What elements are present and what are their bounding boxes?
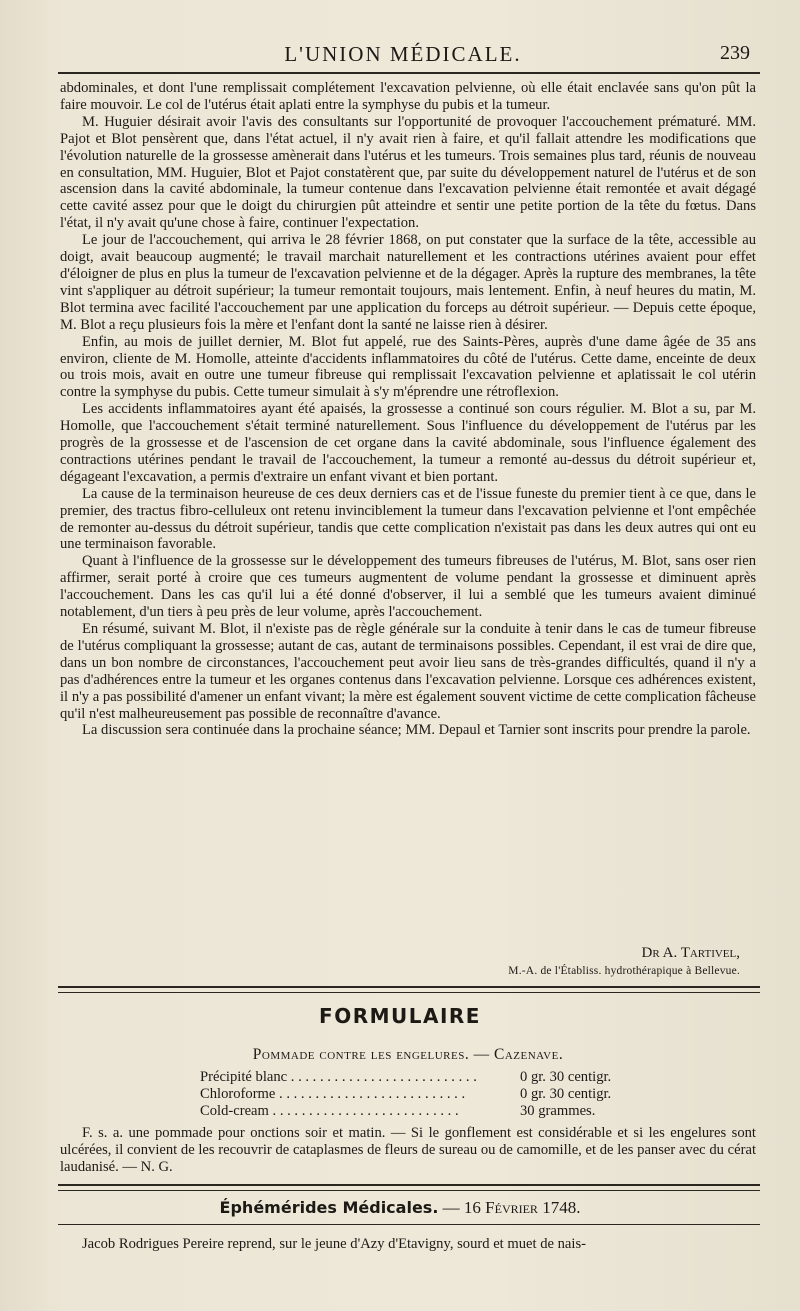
paragraph: En résumé, suivant M. Blot, il n'existe pas de règle générale sur la conduite à tenir dans le cas de tumeur fibreuse de l'utérus compliquant la grossesse; autant de cas, autant de terminaisons possibles. Cependant, il est vrai de dire que, dans un bon nombre de circonstances, l'accouchement peut avoir lieu sans de très-grandes difficultés, quand il n'y a pas d'adhérences entre la tumeur et les organes contenus dans l'excavation pelvienne. Lorsque ces adhérences existent, il n'y a pas possibilité d'amener un enfant vivant; la mère est également souvent victime de cette complication fâcheuse qu'il n'est malheureusement pas possible de reconnaître d'avance. (60, 621, 756, 722)
ingredient-name: Chloroforme . . . (200, 1086, 490, 1103)
paragraph: Le jour de l'accouchement, qui arriva le 28 février 1868, on put constater que la surface de la tête, accessible au doigt, avait beaucoup augmenté; le travail marchait naturellement et les contractions utérines avaient pour effet d'éloigner de plus en plus la tumeur de l'excavation pelvienne et de la dégager. Après la rupture des membranes, la tête vint s'appliquer au détroit supérieur; la tumeur remontait toujours, mais lentement. Enfin, à neuf heures du matin, M. Blot termina avec facilité l'accouchement par une application du forceps au détroit supérieur. — Depuis cette époque, M. Blot a reçu plusieurs fois la mère et l'enfant dont la santé ne laisse rien à désirer. (60, 232, 756, 333)
author-affiliation: M.-A. de l'Établiss. hydrothérapique à Bellevue. (508, 965, 740, 977)
journal-title: L'UNION MÉDICALE. (284, 42, 522, 66)
ingredient-row (200, 1069, 680, 1086)
paragraph: Quant à l'influence de la grossesse sur le développement des tumeurs fibreuses de l'utérus, M. Blot, sans oser rien affirmer, serait porté à croire que ces tumeurs augmentent de volume pendant la grossesse et diminuent après l'accouchement. Dans les cas qu'il lui a été donné d'observer, il lui a semblé que les tumeurs avaient diminué notablement, d'un tiers à peu près de leur volume, après l'accouchement. (60, 553, 756, 621)
ingredient-quantity: 0 gr. 30 centigr. (520, 1069, 612, 1085)
recipe-note (60, 1125, 756, 1176)
ingredient-row (200, 1086, 680, 1103)
ephemerides-heading (0, 1198, 800, 1218)
section-rule (58, 1224, 760, 1225)
ephemerides-text: Jacob Rodrigues Pereire reprend, sur le jeune d'Azy d'Etavigny, sourd et muet de nais- (82, 1236, 586, 1252)
signature (508, 944, 740, 980)
ephemerides-title: Éphémérides Médicales. (219, 1198, 439, 1217)
recipe-title: Pommade contre les engelures. — Cazenave. (252, 1046, 564, 1063)
section-rule (58, 1184, 760, 1191)
paragraph: abdominales, et dont l'une remplissait complétement l'excavation pelvienne, où elle était enclavée sans qu'on pût la faire mouvoir. Le col de l'utérus était aplati entre la symphyse du pubis et la tumeur. (60, 80, 756, 113)
paragraph: Enfin, au mois de juillet dernier, M. Blot fut appelé, rue des Saints-Pères, auprès d'une dame âgée de 35 ans environ, cliente de M. Homolle, atteinte d'accidents inflammatoires du côté de l'utérus. Cette dame, enceinte de deux ou trois mois, avait en outre une tumeur fibreuse qui remplissait l'excavation pelvienne et aplatissait le col utérin contre la symphyse du pubis. Cette tumeur simulait à s'y m'éprendre une rétroflexion. (60, 333, 756, 401)
ingredient-row (200, 1103, 680, 1120)
formulaire-heading: FORMULAIRE (319, 1004, 481, 1028)
page-number: 239 (720, 42, 750, 64)
paragraph: M. Huguier désirait avoir l'avis des consultants sur l'opportunité de provoquer l'accouchement prématuré. MM. Pajot et Blot pensèrent que, dans l'état actuel, il n'y avait rien à faire, et qu'il fallait attendre les modifications que l'évolution naturelle de la grossesse amènerait dans l'utérus et les tumeurs. Trois semaines plus tard, réunis de nouveau en consultation, MM. Huguier, Blot et Pajot constatèrent que, par suite du développement naturel de l'utérus et de son ascension dans la cavité abdominale, la tumeur contenue dans l'excavation pelvienne était remontée et avait dégagé cette cavité assez pour que le doigt du chirurgien pût atteindre et sentir une petite portion de la tête du fœtus. Dans l'état, il n'y avait qu'une chose à faire, continuer l'expectation. (60, 113, 756, 232)
ingredient-name: Cold-cream . . . (200, 1103, 490, 1120)
ingredient-quantity: 0 gr. 30 centigr. (520, 1086, 612, 1102)
section-rule (58, 986, 760, 993)
paragraph: F. s. a. une pommade pour onctions soir et matin. — Si le gonflement est considérable et si les engelures sont ulcérées, il convient de les recouvrir de cataplasmes de fleurs de sureau ou de camomille, et de les panser avec du cérat laudanisé. — N. G. (60, 1125, 756, 1175)
article-body (60, 80, 756, 739)
paragraph: La discussion sera continuée dans la prochaine séance; MM. Depaul et Tarnier sont inscrits pour prendre la parole. (82, 722, 751, 739)
running-head (56, 36, 750, 70)
header-rule (58, 72, 760, 74)
paragraph: La cause de la terminaison heureuse de ces deux derniers cas et de l'issue funeste du premier tient à ce que, dans le premier, des tractus fibro-celluleux ont retenu invinciblement la tumeur dans l'excavation pelvienne et l'ont empêchée de remonter au-dessus du détroit supérieur, tandis que cette complication n'existait pas dans les deux autres qui ont eu une terminaison favorable. (60, 485, 756, 553)
author-name: Dr A. Tartivel, (641, 945, 740, 961)
paragraph: Les accidents inflammatoires ayant été apaisés, la grossesse a continué son cours régulier. M. Blot a su, par M. Homolle, que l'accouchement s'était terminé naturellement. Sous l'influence du développement de l'utérus par les progrès de la grossesse et de l'ascension de cet organe dans la cavité abdominale, sous l'influence également des contractions utérines pendant le travail de l'accouchement, la tumeur a remonté au-dessus du détroit supérieur et, dégageant l'excavation, a permis d'extraire un enfant vivant et bien portant. (60, 401, 756, 485)
ephemerides-date: — 16 Février 1748. (442, 1198, 581, 1217)
ingredient-quantity: 30 grammes. (520, 1103, 596, 1119)
recipe-ingredients (200, 1069, 680, 1120)
ingredient-name: Précipité blanc . . . (200, 1069, 490, 1086)
